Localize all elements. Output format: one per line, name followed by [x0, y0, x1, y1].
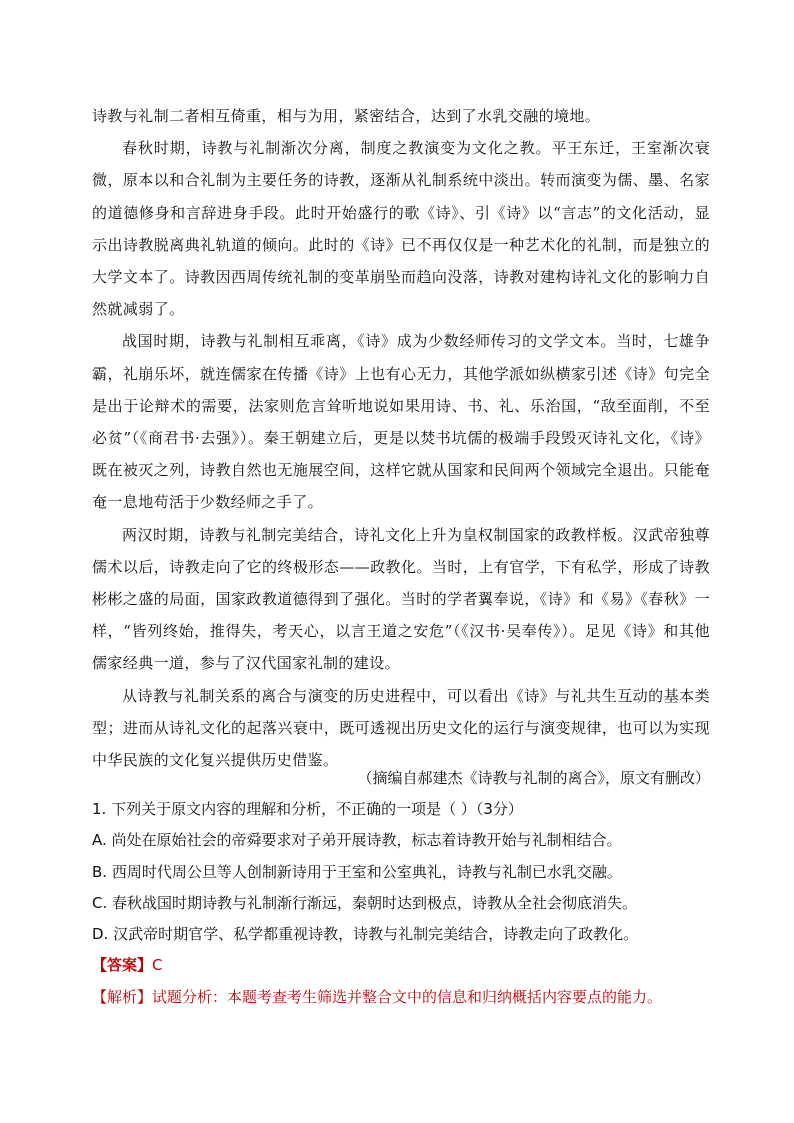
analysis-tag: 【解析】 [92, 987, 153, 1006]
answer-tag: 【答案】 [92, 956, 153, 975]
passage-paragraph-2: 春秋时期，诗教与礼制渐次分离，制度之教演变为文化之教。平王东迁，王室渐次衰微，原本以和合礼制为主要任务的诗教，逐渐从礼制系统中淡出。转而演变为儒、墨、名家的道德修身和言辞进身手段。此时开始盛行的歌《诗》、引《诗》以“言志”的文化活动，显示出诗教脱离典礼轨道的倾向。此时的《诗》已不再仅仅是一种艺术化的礼制，而是独立的大学文本了。诗教因西周传统礼制的变革崩坠而趋向没落，诗教对建构诗礼文化的影响力自然就减弱了。 [92, 139, 710, 319]
answer-value: C [152, 956, 163, 975]
passage-paragraph-4: 两汉时期，诗教与礼制完美结合，诗礼文化上升为皇权制国家的政教样板。汉武帝独尊儒术以后，诗教走向了它的终极形态——政教化。当时，上有官学，下有私学，形成了诗教彬彬之盛的局面，国家政教道德得到了强化。当时的学者翼奉说，《诗》和《易》《春秋》一样，“皆列终始，推得失，考天心，以言王道之安危”（《汉书·吴奉传》）。足见《诗》和其他儒家经典一道，参与了汉代国家礼制的建设。 [92, 525, 710, 673]
reading-passage [92, 100, 710, 776]
option-c: C. 春秋战国时期诗教与礼制渐行渐远，秦朝时达到极点，诗教从全社会彻底消失。 [92, 893, 638, 912]
option-d: D. 汉武帝时期官学、私学都重视诗教，诗教与礼制完美结合，诗教走向了政教化。 [92, 925, 639, 944]
option-a: A. 尚处在原始社会的帝舜要求对子弟开展诗教，标志着诗教开始与礼制相结合。 [92, 831, 622, 850]
passage-paragraph-5: 从诗教与礼制关系的离合与演变的历史进程中，可以看出《诗》与礼共生互动的基本类型；进而从诗礼文化的起落兴衰中，既可透视出历史文化的运行与演变规律，也可以为实现中华民族的文化复兴提供历史借鉴。 [92, 686, 710, 770]
passage-source-citation: （摘编自郝建杰《诗教与礼制的离合》，原文有删改） [357, 769, 710, 787]
passage-paragraph-1: 诗教与礼制二者相互倚重，相与为用，紧密结合，达到了水乳交融的境地。 [92, 107, 601, 125]
question-block [92, 794, 722, 1013]
option-b: B. 西周时代周公旦等人创制新诗用于王室和公室典礼，诗教与礼制已水乳交融。 [92, 862, 622, 881]
analysis-line [92, 982, 722, 1013]
answer-line [92, 950, 722, 981]
analysis-text: 试题分析：本题考查考生筛选并整合文中的信息和归纳概括内容要点的能力。 [152, 987, 663, 1006]
question-stem: 1. 下列关于原文内容的理解和分析，不正确的一项是（ ）（3分） [92, 800, 523, 818]
passage-paragraph-3: 战国时期，诗教与礼制相互乖离，《诗》成为少数经师传习的文学文本。当时，七雄争霸，礼崩乐坏，就连儒家在传播《诗》上也有心无力，其他学派如纵横家引述《诗》句完全是出于论辩术的需要，法家则危言耸听地说如果用诗、书、礼、乐治国，“敌至面削，不至必贫”（《商君书·去强》）。秦王朝建立后，更是以焚书坑儒的极端手段毁灭诗礼文化，《诗》既在被灭之列，诗教自然也无施展空间，这样它就从国家和民间两个领域完全退出。只能奄奄一息地苟活于少数经师之手了。 [92, 332, 710, 512]
